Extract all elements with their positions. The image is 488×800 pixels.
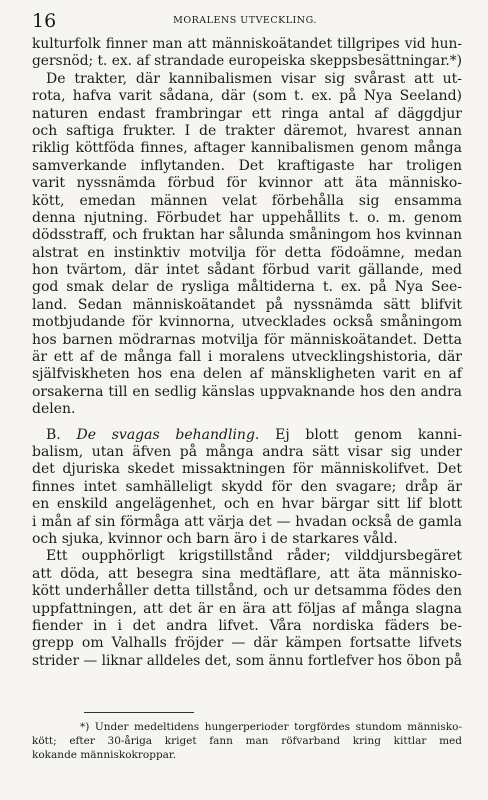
text-line: god smak delar de rysliga måltiderna t. ex. på Nya See- xyxy=(32,279,462,296)
section-title: De svagas behandling. xyxy=(76,426,260,443)
text-line: balism, utan äfven på många andra sätt visar sig under xyxy=(32,443,462,460)
text-line: dödsstraff, och fruktan har sålunda småningom hos kvinnan xyxy=(32,227,462,244)
text-line: land. Sedan människoätandet på nyssnämda sätt blifvit xyxy=(32,296,462,313)
text-line: det djuriska skedet missaktningen för människolifvet. Det xyxy=(32,461,462,478)
text-line: rota, hafva varit sådana, där (som t. ex. på Nya Seeland) xyxy=(32,88,462,105)
text-line: motbjudande för kvinnorna, utvecklades också småningom xyxy=(32,314,462,331)
text-line: hos barnen mödrarnas motvilja för människoätandet. Detta xyxy=(32,331,462,348)
footnote-divider xyxy=(84,712,194,713)
text-line: delen. xyxy=(32,401,76,418)
text-line: en enskild angelägenhet, och en hvar bärgar sitt lif blott xyxy=(32,496,462,513)
paragraph-3 xyxy=(32,548,462,670)
text-line: uppfattningen, att det är en ära att följas af många slagna xyxy=(32,600,462,617)
text-line: strider — liknar alldeles det, som ännu fortlefver hos öbon på xyxy=(32,652,462,669)
text-line: naturen endast frambringar ett ringa antal af däggdjur xyxy=(32,105,462,122)
text-line: hon tvärtom, där intet sådant förbud varit gällande, med xyxy=(32,262,462,279)
section-label: B. xyxy=(46,426,61,443)
section-b xyxy=(32,427,462,549)
text-line: kulturfolk finner man att människoätandet tillgripes vid hun- xyxy=(32,36,462,52)
text-line: kött underhåller detta tillstånd, och ur detsamma födes den xyxy=(32,583,462,600)
running-head xyxy=(32,10,458,34)
section-heading-rest: Ej blott genom kanni- xyxy=(275,426,462,443)
text-line: orsakerna till en sedlig känslas uppvaknande hos den andra xyxy=(32,383,462,400)
paragraph-1 xyxy=(32,36,462,419)
text-line: är ett af de många fall i moralens utvecklingshistoria, där xyxy=(32,349,462,366)
footnote-line: *) Under medeltidens hungerperioder torgfördes stundom människo- xyxy=(80,721,462,733)
text-line: själfviskheten hos ena delen af mänskligheten varit en af xyxy=(32,366,462,383)
text-line: och sjuka, kvinnor och barn äro i de starkares våld. xyxy=(32,530,398,547)
footnote xyxy=(32,720,462,762)
text-line: alstrat en instinktiv motvilja för detta födoämne, medan xyxy=(32,244,462,261)
text-line: i mån af sin förmåga att värja det — hvadan också de gamla xyxy=(32,513,462,530)
text-line: varit nyssnämda förbud för kvinnor att äta människo- xyxy=(32,175,462,192)
text-line: riklig köttföda finnes, aftager kannibalismen genom många xyxy=(32,140,462,157)
section-heading-line xyxy=(32,427,462,444)
paragraph-gap xyxy=(32,419,462,427)
text-line: gersnöd; t. ex. af strandade europeiska skeppsbesättningar.*) xyxy=(32,53,462,70)
text-line: denna njutning. Förbudet har uppehållits t. o. m. genom xyxy=(32,209,462,226)
page-number: 16 xyxy=(32,10,57,32)
text-line: samverkande inflytanden. Det kraftigaste har troligen xyxy=(32,157,462,174)
running-title: MORALENS UTVECKLING. xyxy=(173,15,317,26)
body-text xyxy=(32,36,462,670)
text-line: fiender in i det andra lifvet. Våra nordiska fäders be- xyxy=(32,617,462,634)
text-line: De trakter, där kannibalismen visar sig svårast att ut- xyxy=(46,70,462,87)
text-line: grepp om Valhalls fröjder — där kämpen fortsatte lifvets xyxy=(32,635,462,652)
text-line: Ett oupphörligt krigstillstånd råder; vilddjursbegäret xyxy=(46,548,462,565)
footnote-line: kött; efter 30-åriga kriget fann man röfvarband kring kittlar med xyxy=(32,735,462,747)
text-line: att döda, att besegra sina medtäflare, att äta människo- xyxy=(32,565,462,582)
text-line: kött, emedan männen velat förbehålla sig ensamma xyxy=(32,192,462,209)
footnote-line: kokande människokroppar. xyxy=(32,749,177,761)
text-line: finnes intet samhälleligt skydd för den svagare; dråp är xyxy=(32,478,462,495)
text-line: och saftiga frukter. I de trakter däremot, hvarest annan xyxy=(32,122,462,139)
